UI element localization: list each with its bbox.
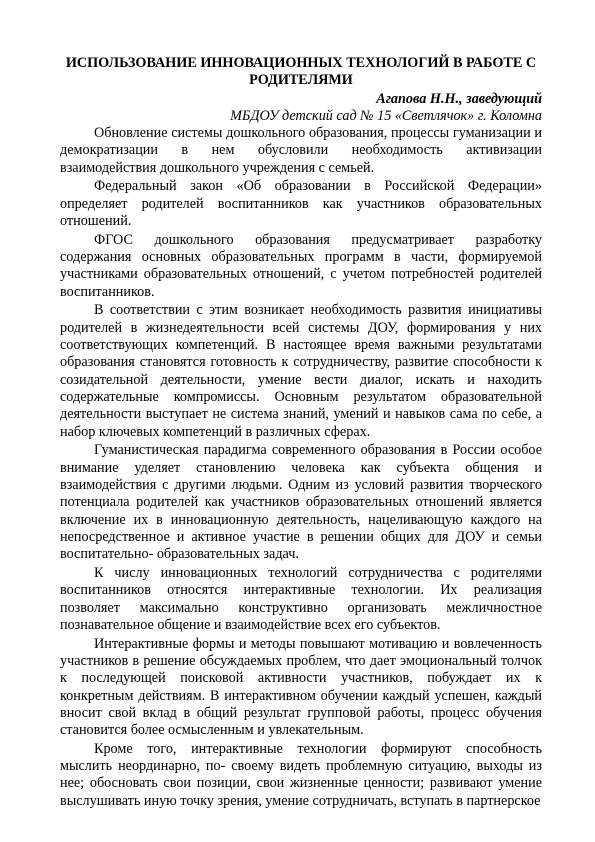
paragraph-6: К числу инновационных технологий сотрудничества с родителями воспитанников относятся интерактивные технологии. Их реализация позволяет максимально конструктивно организовать межличностное познавательное общение и взаимодействие всех его субъектов. [60, 564, 542, 633]
paragraph-7: Интерактивные формы и методы повышают мотивацию и вовлеченность участников в решение обсуждаемых проблем, что дает эмоциональный толчок к последующей поисковой активности участников, побуждает их к конкретным действиям. В интерактивном обучении каждый успешен, каждый вносит свой вклад в общий результат групповой работы, процесс обучения становится более осмысленным и увлекательным. [60, 635, 542, 739]
paragraph-8: Кроме того, интерактивные технологии формируют способность мыслить неординарно, по- своему видеть проблемную ситуацию, выходы из нее; обосновать свои позиции, свои жизненные ценности; развивают умение выслушивать иную точку зрения, умение сотрудничать, вступать в партнерское [60, 740, 542, 809]
paragraph-3: ФГОС дошкольного образования предусматривает разработку содержания основных образовательных программ в части, формируемой участниками образовательных отношений, с учетом потребностей родителей воспитанников. [60, 231, 542, 300]
author-line: Агапова Н.Н., заведующий [376, 91, 542, 107]
paragraph-4: В соответствии с этим возникает необходимость развития инициативы родителей в жизнедеятельности всей системы ДОУ, формирования у них соответствующих компетенций. В настоящее время важными результатами образования становятся готовность к сотрудничеству, развитие способности к созидательной деятельности, умение вести диалог, искать и находить содержательные компромиссы. Основным результатом образовательной деятельности выступает не система знаний, умений и навыков сама по себе, а набор ключевых компетенций в различных сферах. [60, 302, 542, 440]
document-title: ИСПОЛЬЗОВАНИЕ ИННОВАЦИОННЫХ ТЕХНОЛОГИЙ В РАБОТЕ С РОДИТЕЛЯМИ [65, 55, 537, 88]
paragraph-5: Гуманистическая парадигма современного образования в России особое внимание уделяет становлению человека как субъекта общения и взаимодействия с другими людьми. Одним из условий развития творческого потенциала родителей как участников образовательных отношений является включение их в инновационную деятельность, нацеливающую каждого на непосредственное и активное участие в решении общих для ДОУ и семьи воспитательно- образовательных задач. [60, 442, 542, 563]
paragraph-1: Обновление системы дошкольного образования, процессы гуманизации и демократизации в нем обусловили необходимость активизации взаимодействия дошкольного учреждения с семьей. [60, 125, 542, 176]
organization-line: МБДОУ детский сад № 15 «Светлячок» г. Коломна [230, 108, 542, 124]
document-page [60, 55, 542, 812]
paragraph-2: Федеральный закон «Об образовании в Российской Федерации» определяет родителей воспитанников как участников образовательных отношений. [60, 178, 542, 229]
